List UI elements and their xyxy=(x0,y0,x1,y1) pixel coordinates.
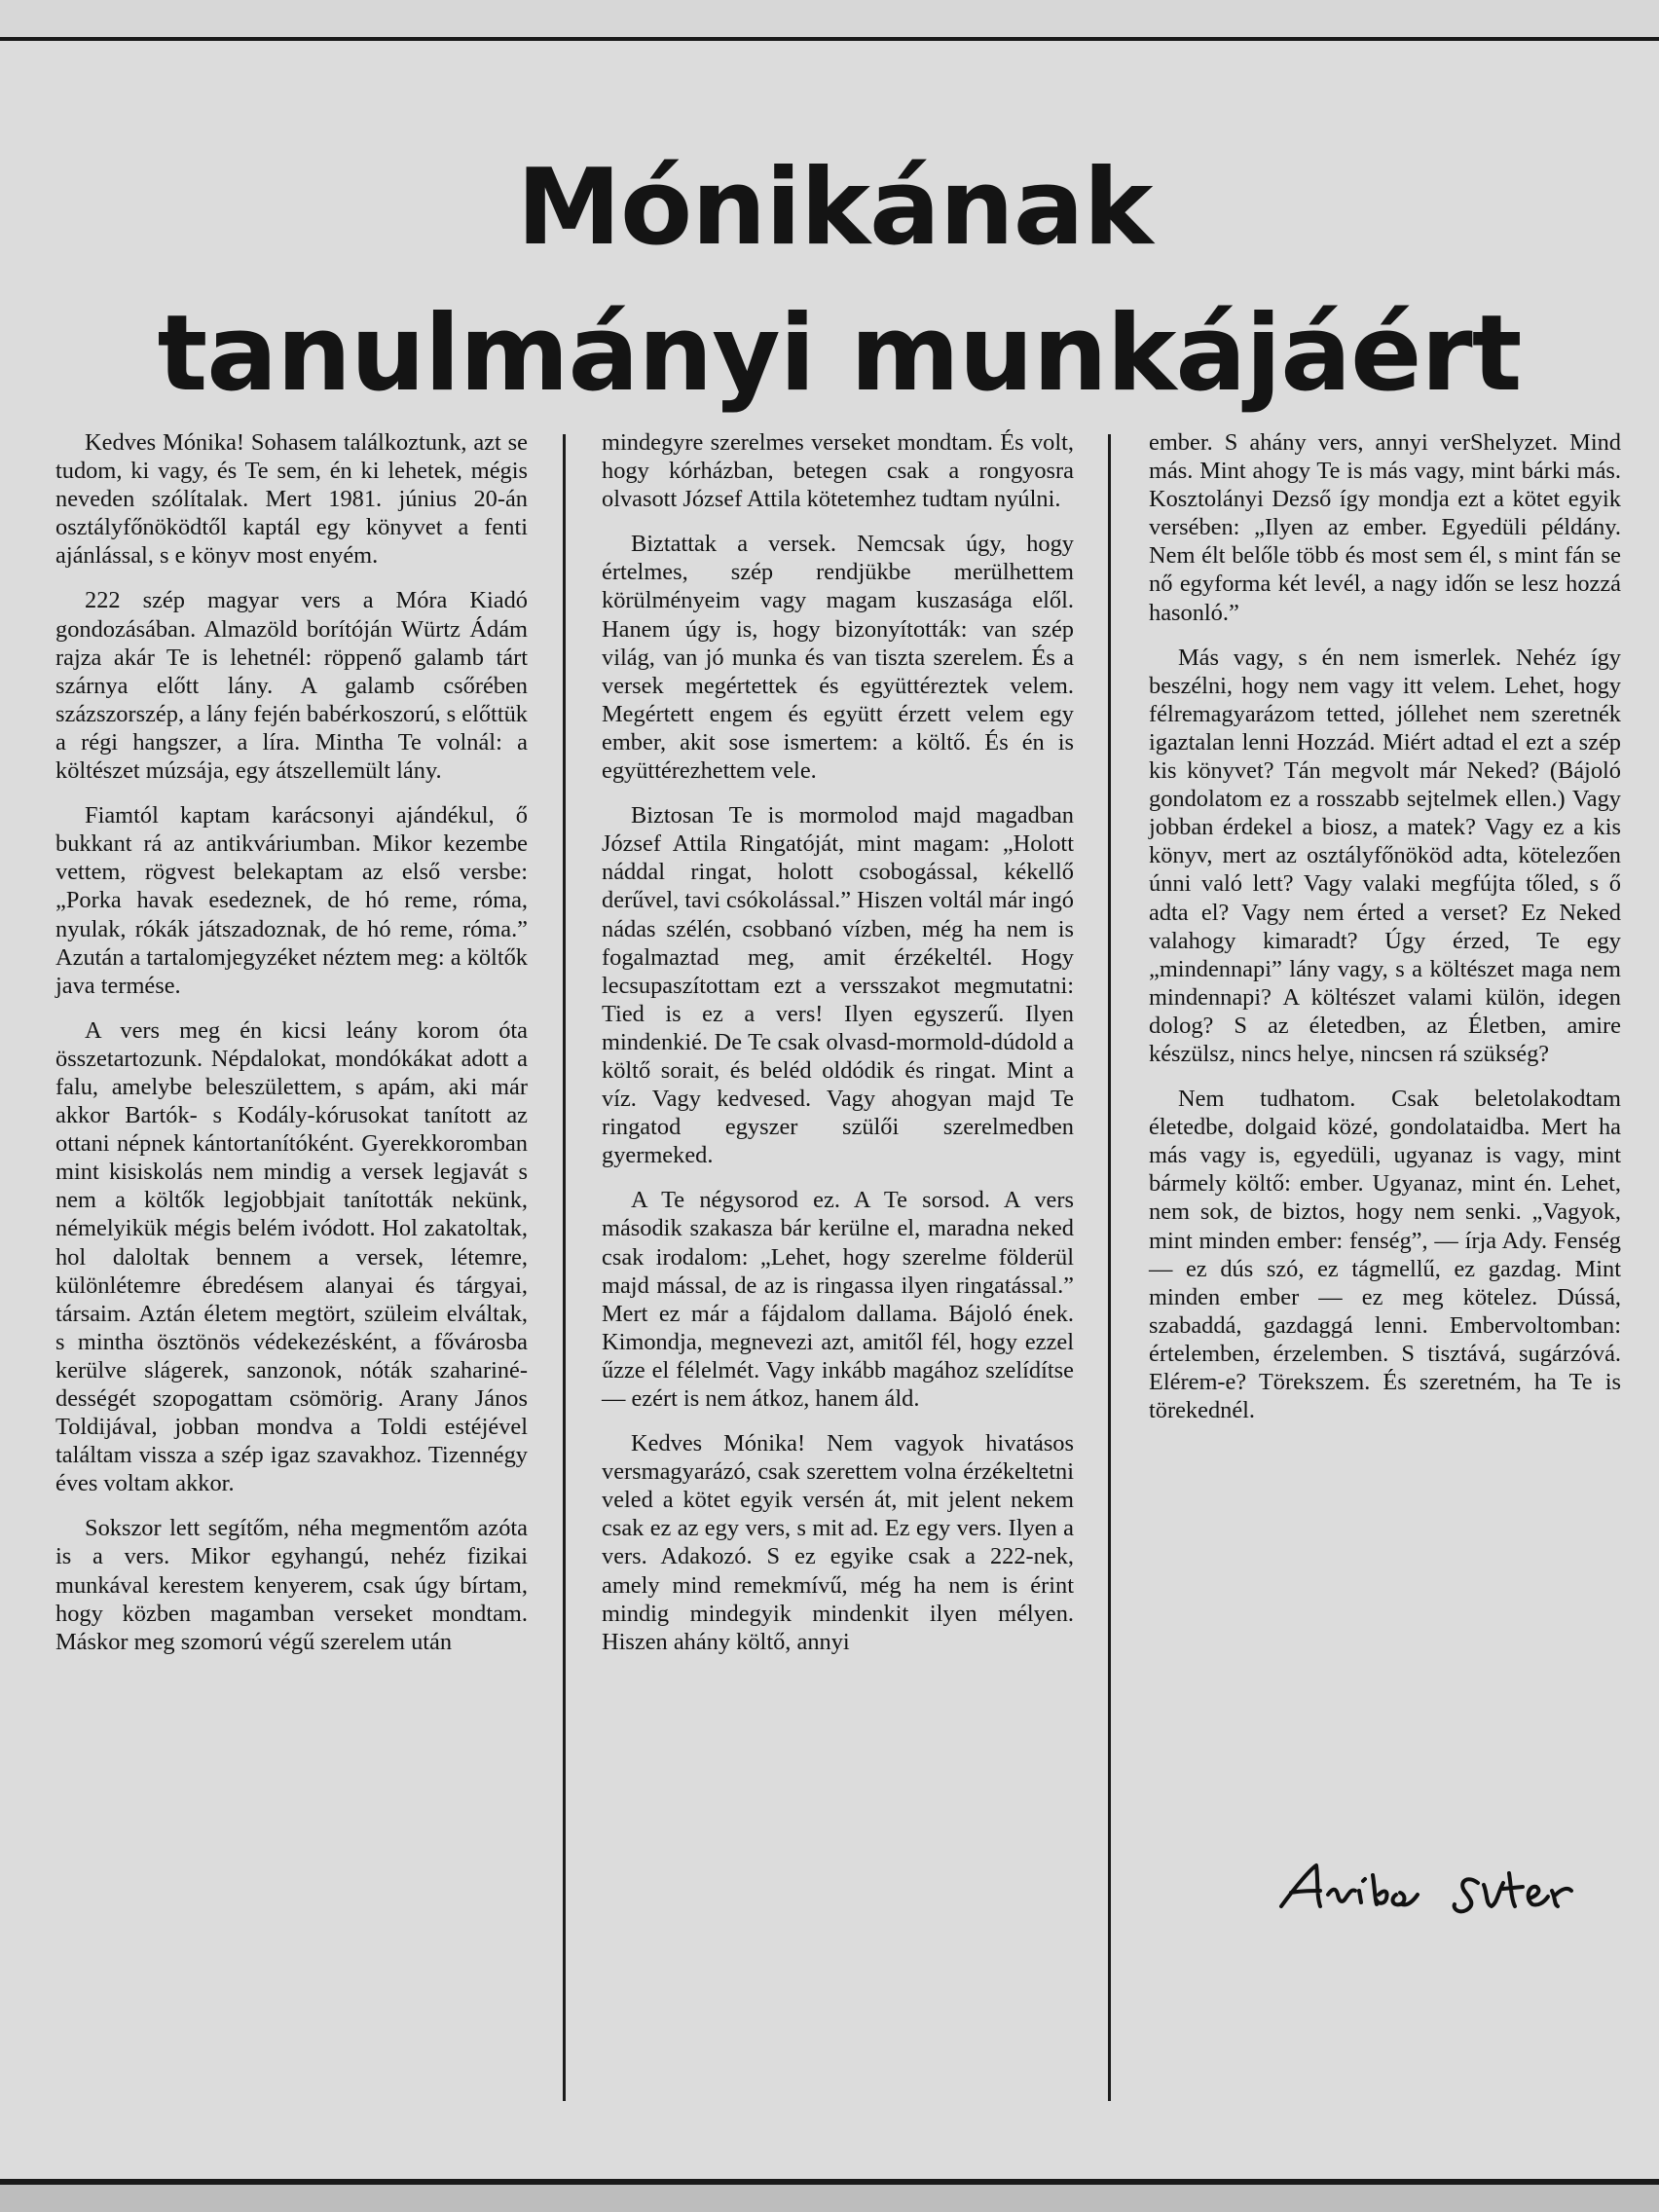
paragraph: Biztattak a versek. Nemcsak úgy, hogy értelmes, szép rendjükbe merülhettem körülményeim vagy magam kuszasága elől. Hanem úgy is, hogy bizonyították: van szép világ, van jó munka és van tiszta szerelem. És a versek megértettek és együttéreztek velem. Megértett engem és együtt érzett velem egy ember, akit sose ismertem: a költő. És én is együttérezhettem vele. xyxy=(602,531,1074,785)
paragraph: Biztosan Te is mormolod majd magadban József Attila Ringatóját, mint magam: „Holott náddal ringat, holott csobogással, kékellő derűvel, tavi csókolással.” Hiszen voltál már ingó nádas szélén, csobbanó vízben, még ha nem is fogalmaztad meg, amit érzékeltél. Hogy lecsupaszítottam ezt a versszakot megmutatni: Tied is ez a vers! Ilyen egyszerű. Ilyen mindenkié. De Te csak olvasd-mormold-dúdold a költő sorait, és beléd oldódik és ringat. Mint a víz. Vagy kedvesed. Vagy ahogyan majd Te ringatod egyszer szülői szerelmedben gyermeked. xyxy=(602,802,1074,1169)
text-column-2 xyxy=(602,428,1074,1673)
paragraph: Sokszor lett segítőm, néha megmentőm azóta is a vers. Mikor egyhangú, nehéz fizikai munkával kerestem kenyerem, csak úgy bírtam, hogy közben magamban verseket mondtam. Máskor meg szomorú végű szerelem után xyxy=(55,1515,528,1655)
paragraph: mindegyre szerelmes verseket mondtam. És volt, hogy kórházban, betegen csak a rongyosra olvasott József Attila kötetemhez tudtam nyúlni. xyxy=(602,429,1074,513)
paragraph: 222 szép magyar vers a Móra Kiadó gondozásában. Almazöld borítóján Würtz Ádám rajza akár Te is lehetnél: röppenő galamb tárt szárnya előtt lány. A galamb csőrében százszorszép, a lány fején babérkoszorú, s előttük a régi hangszer, a líra. Mintha Te volnál: a költészet múzsája, egy átszellemült lány. xyxy=(55,587,528,785)
paragraph: A vers meg én kicsi leány korom óta összetartozunk. Népdalokat, mondókákat adott a falu, amelybe beleszülettem, s apám, aki már akkor Bartók- s Kodály-kórusokat tanított az ottani népnek kántortanítóként. Gyerekkoromban mint kisiskolás nem mindig a versek legjavát s nem a költők legjobbjait tanították nekünk, némelyikük mégis belém ivódott. Hol zakatoltak, hol daloltak bennem a versek, létemre, különlétemre ébredésem alanyai és tárgyai, társaim. Aztán életem megtört, szüleim elváltak, s mintha ösztönös védekezésként, a fővárosba kerülve slágerek, sanzonok, nóták szaharinédességét szopogattam csömörig. Arany János Toldijával, jobban mondva a Toldi estéjével találtam vissza a szép igaz szavakhoz. Tizennégy éves voltam akkor. xyxy=(55,1016,528,1497)
paragraph: Fiamtól kaptam karácsonyi ajándékul, ő bukkant rá az antikváriumban. Mikor kezembe vettem, rögvest belekaptam az első versbe: „Porka havak esedeznek, de hó reme, róma, nyulak, rókák játszadoznak, de hó reme, róma.” Azután a tartalomjegyzéket néztem meg: a költők java termése. xyxy=(55,802,528,999)
paragraph: A Te négysorod ez. A Te sorsod. A vers második szakasza bár kerülne el, maradna neked csak irodalom: „Lehet, hogy szerelme földerül majd mással, de az is ringassa ilyen ringatással.” Mert ez már a fájdalom dallama. Bájoló ének. Kimondja, megnevezi azt, amitől fél, hogy ezzel űzze el félelmét. Vagy inkább magához szelídítse — ezért is nem átkoz, hanem áld. xyxy=(602,1187,1074,1412)
handwritten-signature xyxy=(1277,1856,1608,1924)
headline-line-1: Mónikának xyxy=(516,147,1153,270)
headline xyxy=(0,135,1659,427)
column-divider xyxy=(1108,434,1111,2101)
paragraph: Kedves Mónika! Nem vagyok hivatásos versmagyarázó, csak szerettem volna érzékeltetni veled a kötet egyik versén át, mit jelent nekem csak ez az egy vers, s mit ad. Ez egy vers. Ilyen a vers. Adakozó. S ez egyike csak a 222-nek, amely mind remekmívű, még ha nem is érint mindig mindegyik mindenkit ilyen mélyen. Hiszen ahány költő, annyi xyxy=(602,1430,1074,1655)
bottom-edge xyxy=(0,2185,1659,2212)
paragraph: Nem tudhatom. Csak beletolakodtam életedbe, dolgaid közé, gondolataidba. Mert ha más vagy is, egyedüli, ugyanaz is vagy, mint bármely költő: ember. Ugyanaz, mint én. Lehet, nem sok, de biztos, hogy nem senki. „Vagyok, mint minden ember: fenség”, — írja Ady. Fenség — ez dús szó, ez tágmellű, ez gazdag. Mint minden ember — ez meg kötelez. Dússá, szabaddá, gazdaggá lenni. Embervoltomban: értelemben, érzelemben. S tisztává, sugárzóvá. Elérem-e? Törekszem. És szeretném, ha Te is törekednél. xyxy=(1149,1086,1621,1424)
text-column-3 xyxy=(1149,428,1621,1441)
paragraph: ember. S ahány vers, annyi verShelyzet. Mind más. Mint ahogy Te is más vagy, mint bárki más. Kosztolányi Dezső így mondja ezt a kötet egyik versében: „Ilyen az ember. Egyedüli példány. Nem élt belőle több és most sem él, s mint fán se nő egyforma két levél, a nagy időn se lesz hozzá hasonló.” xyxy=(1149,429,1621,626)
headline-line-2: tanulmányi munkájáért xyxy=(157,293,1522,416)
paragraph: Kedves Mónika! Sohasem találkoztunk, azt se tudom, ki vagy, és Te sem, én ki lehetek, mégis neveden szólítalak. Mert 1981. június 20-án osztályfőnöködtől kaptál egy könyvet a fenti ajánlással, s e könyv most enyém. xyxy=(55,429,528,570)
top-border-rule xyxy=(0,37,1659,41)
text-column-1 xyxy=(55,428,528,1673)
column-divider xyxy=(563,434,566,2101)
paragraph: Más vagy, s én nem ismerlek. Nehéz így beszélni, hogy nem vagy itt velem. Lehet, hogy félremagyarázom tetted, jóllehet nem szeretnék igaztalan lenni Hozzád. Miért adtad el ezt a szép kis könyvet? Tán megvolt már Neked? (Bájoló gondolatom ez a rosszabb sejtelmek ellen.) Vagy jobban érdekel a biosz, a matek? Vagy ez a kis könyv, mert az osztályfőnököd adta, kötelezően únni való lett? Vagy valaki megfújta tőled, s ő adta el? Vagy nem érted a verset? Ez Neked valahogy kimaradt? Úgy érzed, Te egy „mindennapi” lány vagy, s a költészet maga nem mindennapi? A költészet valami külön, idegen dolog? S az életedben, az Életben, amire készülsz, nincs helye, nincsen rá szükség? xyxy=(1149,644,1621,1067)
